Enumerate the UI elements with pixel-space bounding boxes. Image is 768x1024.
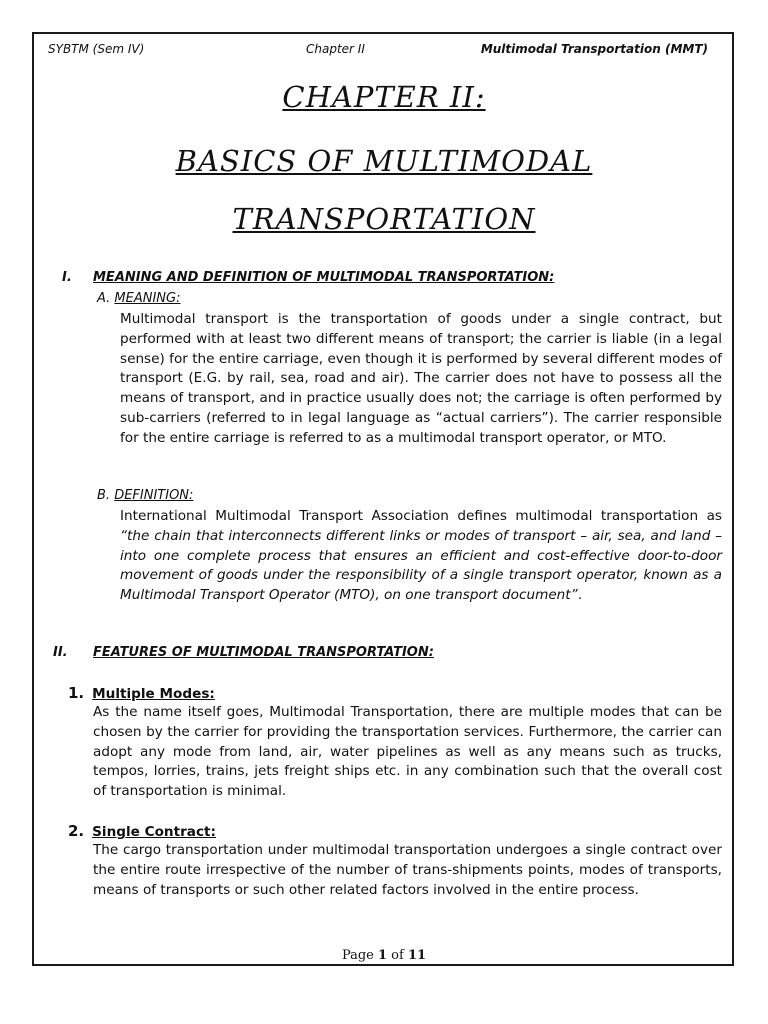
page-footer [0,948,768,963]
feature-1-title: Multiple Modes: [92,686,215,702]
feature-1-paragraph: As the name itself goes, Multimodal Transportation, there are multiple modes that can be chosen by the carrier for providing the transportation services. Furthermore, the carrier can adopt any mode from land, air, water pipelines as well as any means such as trucks, tempos, lorries, trains, jets freight ships etc. in any combination such that the overall cost of transportation is minimal. [93,704,722,800]
section-1-title: MEANING AND DEFINITION OF MULTIMODAL TRANSPORTATION: [93,270,555,285]
meaning-label: MEANING: [114,291,181,306]
definition-quote: “the chain that interconnects different links or modes of transport – air, sea, and land – into one complete process that ensures an efficient and cost-effective door-to-door movement of goods under the responsibility of a single transport operator, known as a Multimodal Transport Operator (MTO), on one transport document” [120,527,722,604]
header-subject: Multimodal Transportation (MMT) [480,42,708,56]
section-2-number: II. [53,645,68,660]
chapter-title: CHAPTER II: [282,80,486,114]
meaning-heading [97,291,180,306]
feature-1-number: 1. [68,684,85,702]
definition-text-suffix: . [577,587,583,604]
feature-2-title: Single Contract: [92,824,216,840]
feature-1-heading [68,684,215,702]
definition-label: DEFINITION: [114,488,194,503]
header-chapter: Chapter II [306,42,365,56]
meaning-paragraph: Multimodal transport is the transportation of goods under a single contract, but performed with at least two different means of transport; the carrier is liable (in a legal sense) for the entire carriage, even though it is performed by several different modes of transport (E.G. by rail, sea, road and air). The carrier does not have to possess all the means of transport, and in practice usually does not; the carriage is often performed by sub-carriers (referred to in legal language as “actual carriers”). The carrier responsible for the entire carriage is referred to as a multimodal transport operator, or MTO. [120,311,722,446]
feature-2-number: 2. [68,822,85,840]
feature-2-heading [68,822,216,840]
section-2-heading [53,645,703,663]
section-2-title: FEATURES OF MULTIMODAL TRANSPORTATION: [93,645,434,660]
definition-text-prefix: International Multimodal Transport Association defines multimodal transportation as [120,508,722,524]
footer-of: of [387,948,408,963]
definition-paragraph [120,507,722,606]
chapter-subtitle-line1: BASICS OF MULTIMODAL [175,144,593,178]
section-1-number: I. [62,270,72,285]
footer-total-pages: 11 [407,948,427,963]
definition-heading [97,488,193,503]
section-1-heading [62,270,702,288]
definition-letter: B. [97,488,111,503]
header-course: SYBTM (Sem IV) [48,42,145,56]
chapter-subtitle-line2: TRANSPORTATION [232,202,536,236]
page-header [48,42,708,62]
footer-prefix: Page [341,948,378,963]
feature-2-paragraph: The cargo transportation under multimodal transportation undergoes a single contract over the entire route irrespective of the number of trans-shipments points, modes of transports, means of transports or such other related factors involved in the entire process. [93,842,722,898]
meaning-letter: A. [97,291,111,306]
footer-current-page: 1 [378,948,388,963]
